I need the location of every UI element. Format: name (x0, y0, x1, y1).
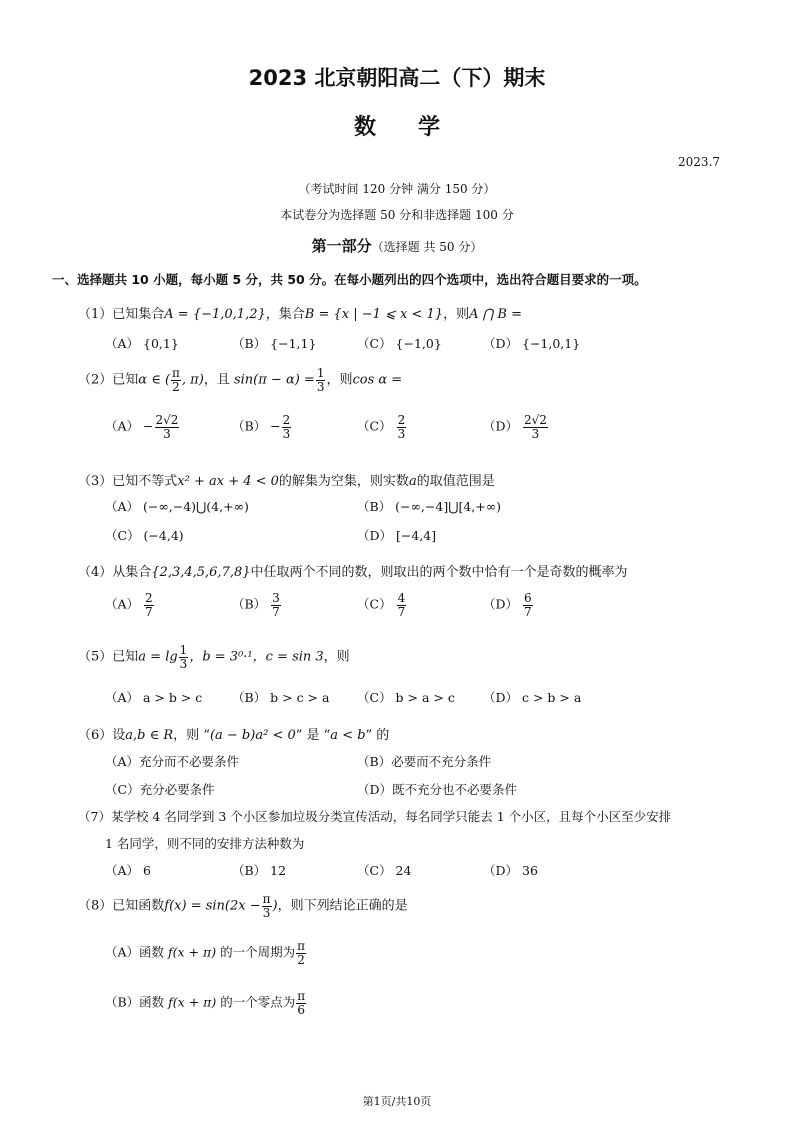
part-heading (0, 235, 794, 256)
part-title: 第一部分 (311, 237, 372, 255)
question-1-option-d: （D） {−1,0,1} (483, 336, 581, 351)
question-4-option-c: （C） $\frac{4}{7}$ (357, 591, 406, 619)
question-1-option-a: （A） {0,1} (105, 336, 179, 351)
question-7-option-c: （C） 24 (357, 863, 412, 878)
question-4-option-b: （B） $\frac{3}{7}$ (232, 591, 280, 619)
question-5-option-c: （C） b > a > c (357, 690, 455, 705)
exam-title: 2023 北京朝阳高二（下）期末 (248, 66, 546, 90)
section-heading: 一、选择题共 10 小题，每小题 5 分，共 50 分。在每小题列出的四个选项中，选出符合题目要求的一项。 (52, 272, 647, 287)
question-3-option-c: （C） (−4,4) (105, 528, 184, 543)
question-4-stem: （4）从集合{2,3,4,5,6,7,8}中任取两个不同的数，则取出的两个数中恰有一个是奇数的概率为 (78, 565, 628, 580)
question-7-option-b: （B） 12 (232, 863, 287, 878)
part-note: （选择题 共 50 分） (371, 240, 483, 254)
question-1-stem: （1）已知集合A = {−1,0,1,2}，集合B = {x | −1 ⩽ x < 1}，则A ⋂ B = (78, 307, 522, 322)
question-7-stem-line-1: （7）某学校 4 名同学到 3 个小区参加垃圾分类宣传活动，每名同学只能去 1 个小区，且每个小区至少安排 (78, 809, 672, 824)
question-7-stem-line-2: 1 名同学，则不同的安排方法种数为 (105, 836, 305, 851)
paper-info: 本试卷分为选择题 50 分和非选择题 100 分 (280, 208, 514, 222)
question-8-stem: （8）已知函数f(x) = sin(2x − $\frac{\pi}{3}$ )，则下列结论正确的是 (78, 892, 408, 920)
question-4-option-a: （A） $\frac{2}{7}$ (105, 591, 153, 619)
question-2-option-b: （B） − $\frac{2}{3}$ (232, 413, 291, 441)
question-3-option-a: （A） (−∞,−4)⋃(4,+∞) (105, 499, 249, 514)
exam-date: 2023.7 (678, 155, 720, 169)
question-8-option-b: （B）函数 f(x + π) 的一个零点为 $\frac{\pi}{6}$ (105, 989, 306, 1017)
question-1-option-c: （C） {−1,0} (357, 336, 442, 351)
question-6-option-d: （D）既不充分也不必要条件 (357, 782, 518, 797)
question-2-option-d: （D） $\frac{2√2}{3}$ (483, 413, 547, 441)
question-3-stem: （3）已知不等式x² + ax + 4 < 0的解集为空集，则实数a的取值范围是 (78, 474, 495, 489)
question-8-option-a: （A）函数 f(x + π) 的一个周期为 $\frac{\pi}{2}$ (105, 939, 305, 967)
question-2-option-a: （A） − $\frac{2√2}{3}$ (105, 413, 179, 441)
question-4-option-d: （D） $\frac{6}{7}$ (483, 591, 532, 619)
question-2-stem: （2）已知α ∈ ( $\frac{\pi}{2}$ , π)，且 sin(π − α) = $\frac{1}{3}$ ，则cos α = (78, 366, 403, 394)
question-6-option-b: （B）必要而不充分条件 (357, 754, 492, 769)
question-6-option-a: （A）充分而不必要条件 (105, 754, 240, 769)
question-6-option-c: （C）充分必要条件 (105, 782, 215, 797)
question-5-option-a: （A） a > b > c (105, 690, 203, 705)
question-1-option-b: （B） {−1,1} (232, 336, 317, 351)
question-3-option-b: （B） (−∞,−4]⋃[4,+∞) (357, 499, 502, 514)
question-5-option-b: （B） b > c > a (232, 690, 330, 705)
question-6-stem: （6）设a,b ∈ R，则 “(a − b)a² < 0” 是 “a < b” 的 (78, 728, 390, 743)
question-2-option-c: （C） $\frac{2}{3}$ (357, 413, 406, 441)
subject-title: 数学 (353, 115, 482, 140)
question-7-option-d: （D） 36 (483, 863, 538, 878)
question-7-option-a: （A） 6 (105, 863, 151, 878)
question-5-stem: （5）已知a = lg $\frac{1}{3}$ ，b = 3⁰·¹，c = sin 3，则 (78, 643, 350, 671)
exam-info: （考试时间 120 分钟 满分 150 分） (298, 182, 496, 196)
question-3-option-d: （D） [−4,4] (357, 528, 437, 543)
page-footer: 第1页/共10页 (362, 1095, 432, 1108)
question-5-option-d: （D） c > b > a (483, 690, 582, 705)
